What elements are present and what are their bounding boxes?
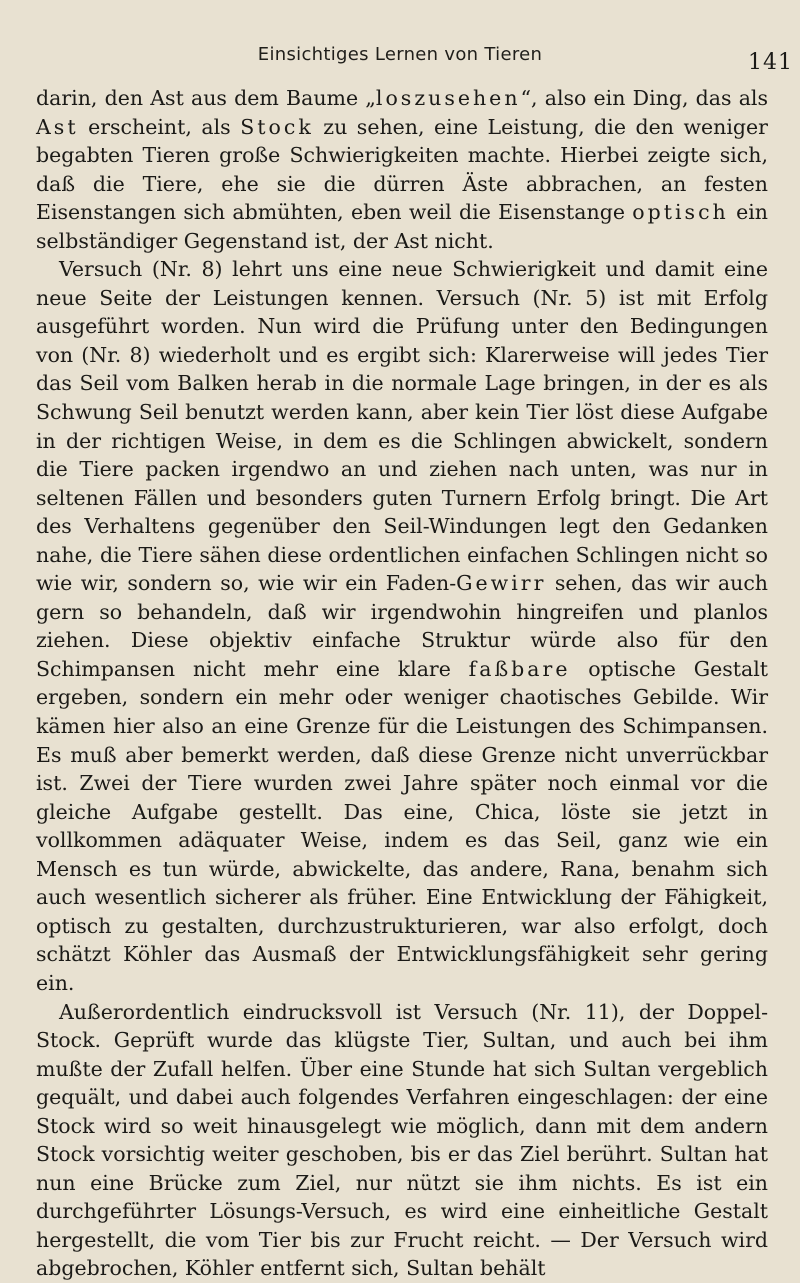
paragraph xyxy=(36,998,768,1283)
text-run: darin, den Ast aus dem Baume „ xyxy=(36,86,376,110)
paragraph xyxy=(36,84,768,255)
text-run: zu sehen, eine Leistung, die den weniger begabten Tieren große Schwierigkeiten machte. Hierbei zeigte sich, daß die Tiere, ehe sie die dürren Äste abbrachen, an festen Eisenstangen sich abmühten, eben weil die Eisenstange xyxy=(36,114,768,225)
spaced-emphasis: loszusehen xyxy=(375,86,521,110)
spaced-emphasis: Gewirr xyxy=(456,571,547,596)
body-text xyxy=(36,84,768,1283)
text-run: optische Gestalt ergeben, sondern ein mehr oder weniger chaotisches Gebilde. Wir kämen hier also an eine Grenze für die Leistungen des Schimpansen. Es muß aber bemerkt werden, daß diese Grenze nicht unverrückbar ist. Zwei der Tiere wurden zwei Jahre später noch einmal vor die gleiche Aufgabe gestellt. Das eine, Chica, löste sie jetzt in vollkommen adäquater Weise, indem es das Seil, ganz wie ein Mensch es tun würde, abwickelte, das andere, Rana, benahm sich auch wesentlich sicherer als früher. Eine Entwicklung der Fähigkeit, optisch zu gestalten, durchzustrukturieren, war also erfolgt, doch schätzt Köhler das Ausmaß der Entwicklungsfähigkeit sehr gering ein. xyxy=(36,656,768,995)
running-head: Einsichtiges Lernen von Tieren xyxy=(257,44,543,65)
text-run: Außerordentlich eindrucksvoll ist Versuch (Nr. 11), der Doppel-Stock. Geprüft wurde das klügste Tier, Sultan, und auch bei ihm mußte der Zufall helfen. Über eine Stunde hat sich Sultan vergeblich gequält, und dabei auch folgendes Verfahren eingeschlagen: der eine Stock wird so weit hinausgelegt wie möglich, dann mit dem andern Stock vorsichtig weiter geschoben, bis er das Ziel berührt. Sultan hat nun eine Brücke zum Ziel, nur nützt sie ihm nichts. Es ist ein durchgeführter Lösungs-Versuch, es wird eine einheitliche Gestalt hergestellt, die vom Tier bis zur Frucht reicht. — Der Versuch wird abgebrochen, Köhler entfernt sich, Sultan behält xyxy=(36,999,768,1281)
spaced-emphasis: faßbare xyxy=(468,656,571,681)
paragraph xyxy=(36,255,768,997)
text-run: Versuch (Nr. 8) lehrt uns eine neue Schwierigkeit und damit eine neue Seite der Leistungen kennen. Versuch (Nr. 5) ist mit Erfolg ausgeführt worden. Nun wird die Prüfung unter den Bedingungen von (Nr. 8) wiederholt und es ergibt sich: Klarerweise will jedes Tier das Seil vom Balken herab in die normale Lage bringen, in der es als Schwung Seil benutzt werden kann, aber kein Tier löst diese Aufgabe in der richtigen Weise, in dem es die Schlingen abwickelt, sondern die Tiere packen irgendwo an und ziehen nach unten, was nur in seltenen Fällen und besonders guten Turnern Erfolg bringt. Die Art des Verhaltens gegenüber den Seil-Windungen legt den Gedanken nahe, die Tiere sähen diese ordentlichen einfachen Schlingen nicht so wie wir, sondern so, wie wir ein Faden- xyxy=(36,257,768,596)
spaced-emphasis: Stock xyxy=(240,114,314,139)
text-run: erscheint, als xyxy=(78,114,241,139)
text-run: ein selbständiger Gegenstand ist, der Ast nicht. xyxy=(36,200,768,253)
page-number: 141 xyxy=(748,50,793,75)
text-run: sehen, das wir auch gern so behandeln, daß wir irgendwohin hingreifen und planlos ziehen. Diese objektiv einfache Struktur würde also für den Schimpansen nicht mehr eine klare xyxy=(36,571,769,681)
spaced-emphasis: Ast xyxy=(36,114,79,139)
spaced-emphasis: optisch xyxy=(632,200,729,225)
text-run: “, also ein Ding, das als xyxy=(520,86,769,110)
